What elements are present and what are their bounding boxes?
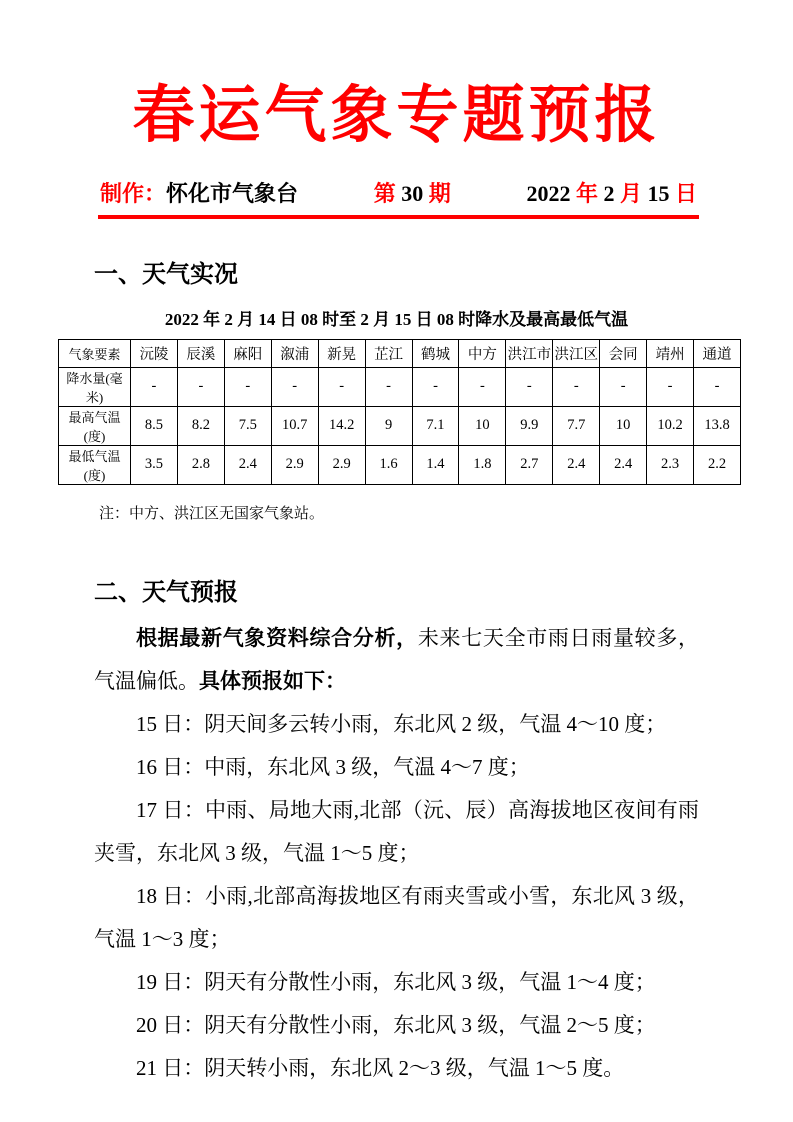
table-corner-header: 气象要素: [59, 339, 131, 367]
forecast-intro-paragraph: [94, 617, 699, 703]
value-cell: -: [412, 367, 459, 406]
text-segment: 2: [603, 181, 620, 207]
value-cell: 3.5: [131, 445, 178, 484]
station-header-cell: 洪江区: [553, 339, 600, 367]
header-divider-rule: [98, 215, 699, 219]
station-header-cell: 鹤城: [412, 339, 459, 367]
value-cell: -: [694, 367, 741, 406]
forecast-line: 21 日：阴天转小雨，东北风 2～3 级，气温 1～5 度。: [136, 1055, 625, 1080]
text-segment: 日: [674, 181, 697, 207]
value-cell: 10: [600, 406, 647, 445]
forecast-line: 18 日：小雨,北部高海拔地区有雨夹雪或小雪，东北风 3 级，气温 1～3 度；: [94, 883, 699, 951]
value-cell: -: [271, 367, 318, 406]
row-label-cell: 最低气温(度): [59, 445, 131, 484]
forecast-line: 15 日：阴天间多云转小雨，东北风 2 级，气温 4～10 度；: [136, 711, 667, 736]
text-segment: 2022: [526, 181, 576, 207]
value-cell: 2.4: [224, 445, 271, 484]
row-label-cell: 降水量(毫米): [59, 367, 131, 406]
value-cell: 1.8: [459, 445, 506, 484]
forecast-day-list: [94, 703, 699, 1090]
value-cell: 13.8: [694, 406, 741, 445]
issue-date-text: [526, 177, 697, 208]
intro-bold-tail: 具体预报如下：: [199, 668, 346, 693]
value-cell: 7.7: [553, 406, 600, 445]
station-header-cell: 沅陵: [131, 339, 178, 367]
text-segment: 月: [619, 181, 648, 207]
forecast-section: [94, 579, 699, 1090]
text-segment: 制作：: [100, 181, 167, 207]
value-cell: -: [600, 367, 647, 406]
text-segment: 30: [401, 181, 424, 207]
value-cell: 2.4: [600, 445, 647, 484]
document-body: [94, 261, 699, 330]
document-title: 春运气象专题预报: [132, 82, 661, 150]
value-cell: 7.1: [412, 406, 459, 445]
value-cell: 8.5: [131, 406, 178, 445]
value-cell: -: [647, 367, 694, 406]
forecast-line: 20 日：阴天有分散性小雨，东北风 3 级，气温 2～5 度；: [136, 1012, 656, 1037]
section-2-heading: 二、天气预报: [94, 579, 238, 606]
weather-observation-table: [58, 339, 741, 485]
text-segment: 年: [575, 181, 604, 207]
intro-regular-text: 未来七天全市雨日雨量较多，气温偏低。: [94, 625, 700, 693]
value-cell: -: [318, 367, 365, 406]
value-cell: 10: [459, 406, 506, 445]
station-header-cell: 麻阳: [224, 339, 271, 367]
value-cell: -: [365, 367, 412, 406]
station-header-cell: 新晃: [318, 339, 365, 367]
section-1-heading: 一、天气实况: [94, 262, 238, 289]
value-cell: -: [459, 367, 506, 406]
header-info-line: [100, 177, 697, 208]
value-cell: 2.4: [553, 445, 600, 484]
value-cell: -: [177, 367, 224, 406]
value-cell: 1.6: [365, 445, 412, 484]
value-cell: 1.4: [412, 445, 459, 484]
station-header-cell: 芷江: [365, 339, 412, 367]
table-row: [59, 445, 741, 484]
station-header-cell: 中方: [459, 339, 506, 367]
value-cell: 9: [365, 406, 412, 445]
table-row: [59, 406, 741, 445]
value-cell: 2.8: [177, 445, 224, 484]
value-cell: -: [224, 367, 271, 406]
value-cell: 2.7: [506, 445, 553, 484]
table-row: [59, 367, 741, 406]
value-cell: 8.2: [177, 406, 224, 445]
issue-number-text: [374, 177, 451, 208]
station-header-cell: 会同: [600, 339, 647, 367]
forecast-line: 17 日：中雨、局地大雨,北部（沅、辰）高海拔地区夜间有雨夹雪，东北风 3 级，气温 1～5 度；: [94, 797, 699, 865]
value-cell: 10.2: [647, 406, 694, 445]
table-header-row: [59, 339, 741, 367]
value-cell: 7.5: [224, 406, 271, 445]
weather-table-caption: 2022 年 2 月 14 日 08 时至 2 月 15 日 08 时降水及最高最低气温: [164, 309, 629, 329]
station-header-cell: 通道: [694, 339, 741, 367]
value-cell: 14.2: [318, 406, 365, 445]
table-body: [59, 367, 741, 484]
value-cell: 2.9: [318, 445, 365, 484]
text-segment: 15: [647, 181, 675, 207]
table-footnote: 注：中方、洪江区无国家气象站。: [99, 505, 325, 522]
intro-bold-lead: 根据最新气象资料综合分析，: [136, 625, 418, 650]
forecast-line: 19 日：阴天有分散性小雨，东北风 3 级，气温 1～4 度；: [136, 969, 656, 994]
value-cell: 2.9: [271, 445, 318, 484]
station-header-cell: 洪江市: [506, 339, 553, 367]
text-segment: 第: [373, 181, 402, 207]
value-cell: 2.3: [647, 445, 694, 484]
text-segment: 期: [423, 181, 451, 207]
value-cell: -: [553, 367, 600, 406]
forecast-line: 16 日：中雨，东北风 3 级，气温 4～7 度；: [136, 754, 530, 779]
station-header-cell: 辰溪: [177, 339, 224, 367]
weather-table-container: [58, 339, 741, 485]
text-segment: 怀化市气象台: [166, 181, 299, 207]
value-cell: 10.7: [271, 406, 318, 445]
value-cell: 9.9: [506, 406, 553, 445]
station-header-cell: 溆浦: [271, 339, 318, 367]
value-cell: 2.2: [694, 445, 741, 484]
producer-text: [100, 177, 298, 208]
row-label-cell: 最高气温(度): [59, 406, 131, 445]
value-cell: -: [131, 367, 178, 406]
station-header-cell: 靖州: [647, 339, 694, 367]
value-cell: -: [506, 367, 553, 406]
